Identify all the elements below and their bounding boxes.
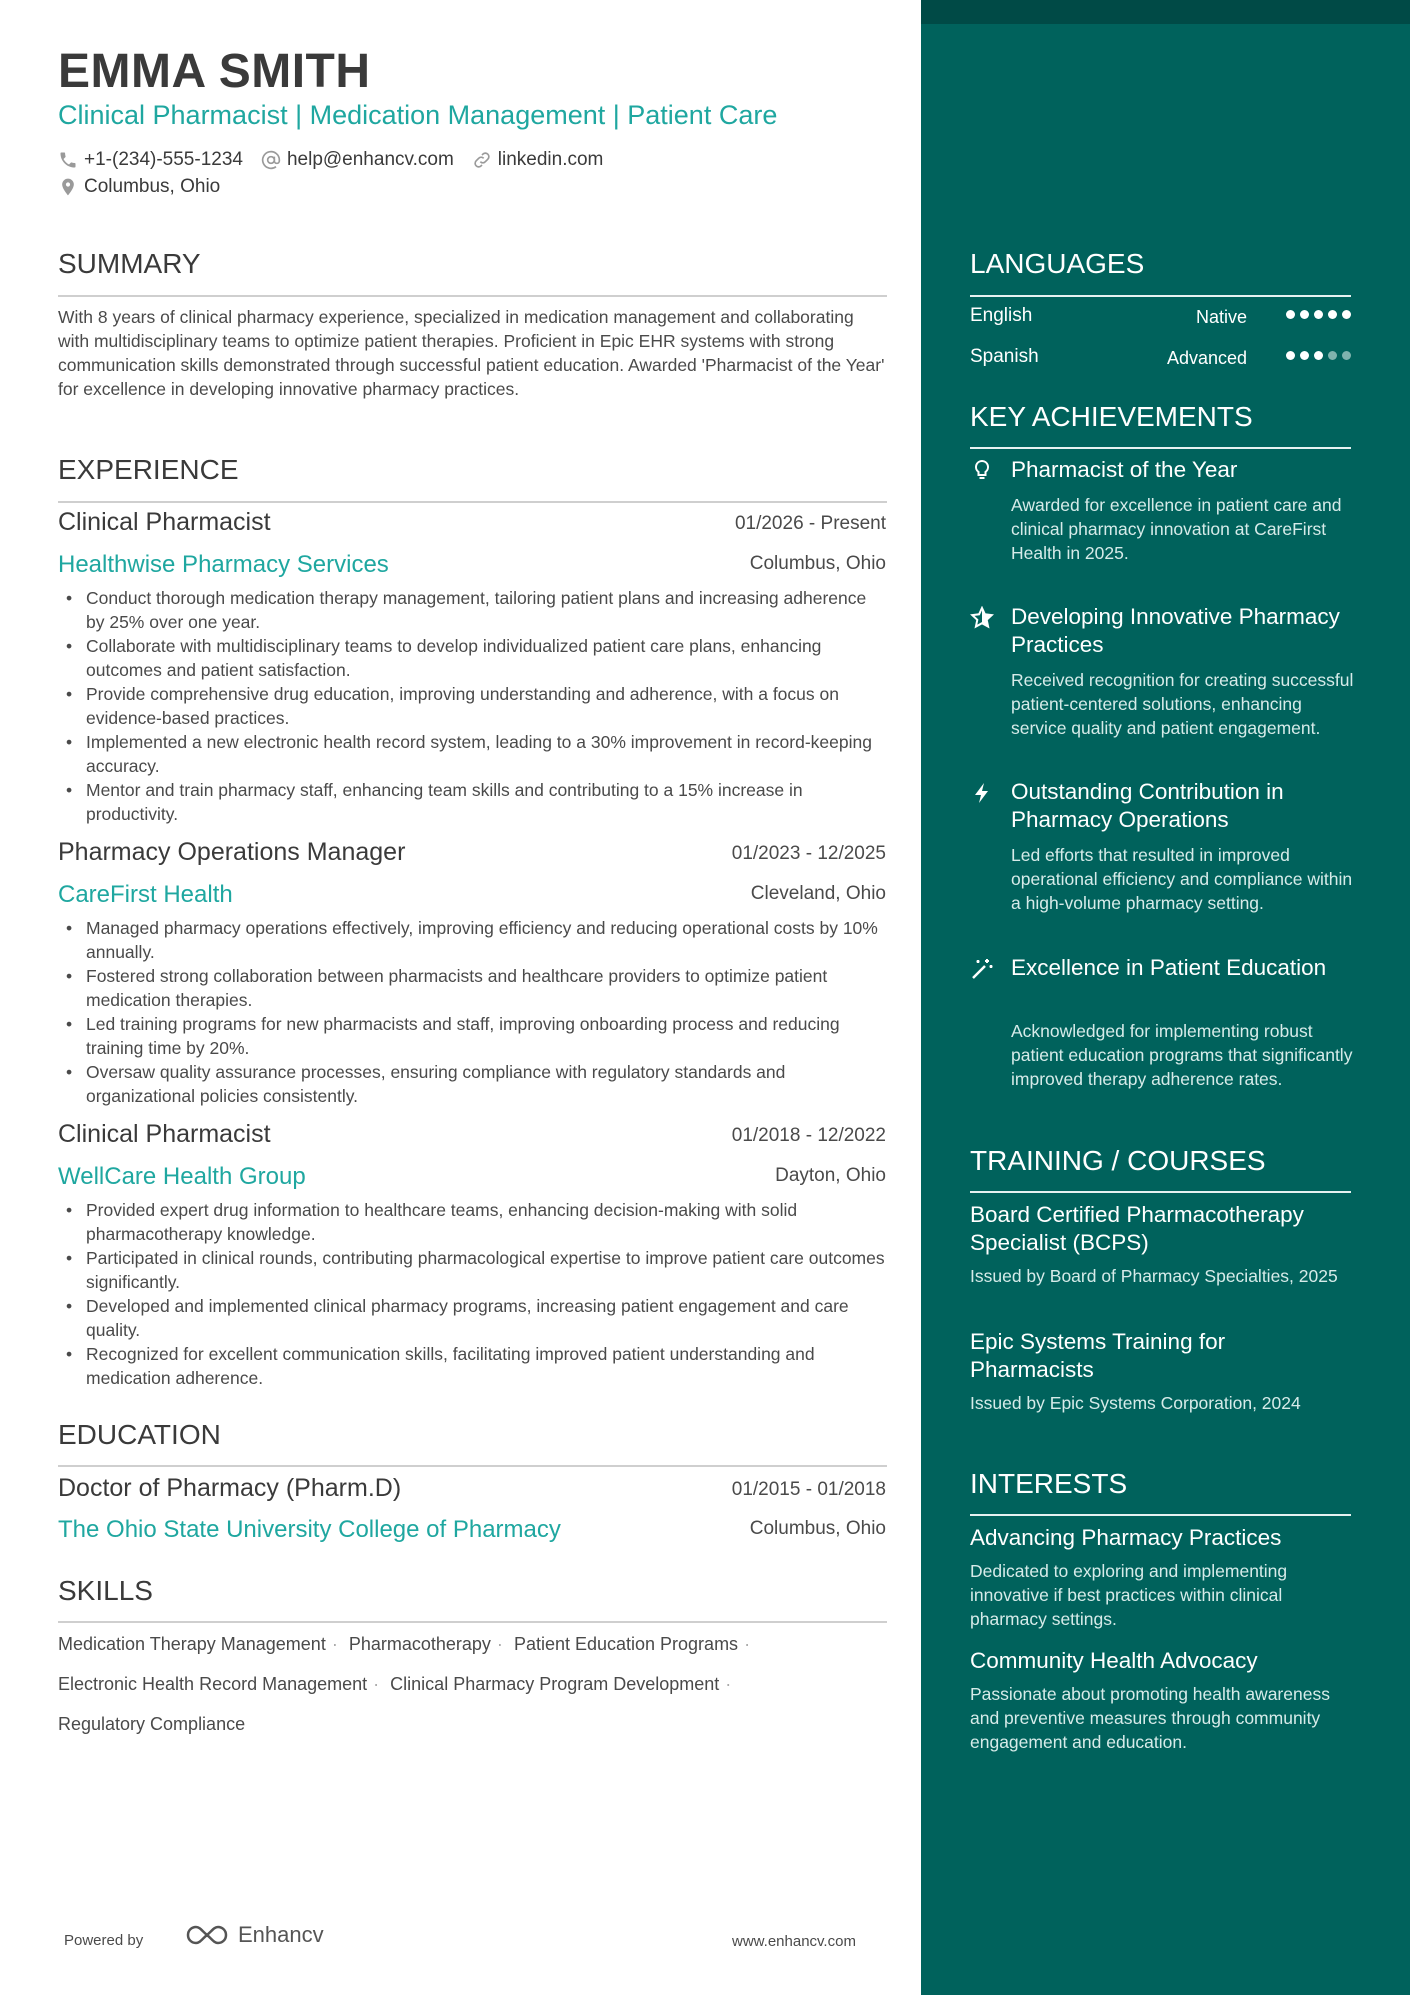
job-location: Columbus, Ohio	[749, 553, 886, 574]
job-dates: 01/2023 - 12/2025	[731, 843, 886, 864]
list-item: • Recognized for excellent communication skills, facilitating improved patient understanding and medication adherence.	[86, 1342, 887, 1390]
achievement-description: Led efforts that resulted in improved operational efficiency and compliance within a high-volume pharmacy setting.	[1011, 845, 1353, 913]
list-item: • Participated in clinical rounds, contributing pharmacological expertise to improve patient care outcomes significantly.	[86, 1246, 887, 1294]
skills-list: Medication Therapy Management · Pharmacotherapy · Patient Education Programs · Electronic Health Record Management · Clinical Pharmacy Program Development · Regulatory Compliance	[58, 1634, 751, 1734]
skill-item: Pharmacotherapy	[348, 1634, 491, 1654]
proficiency-dot	[1314, 310, 1323, 319]
list-item: • Fostered strong collaboration between pharmacists and healthcare providers to optimize patient medication therapies.	[86, 964, 887, 1012]
email-contact[interactable]	[261, 149, 454, 171]
training-item-description: Issued by Epic Systems Corporation, 2024	[970, 1393, 1301, 1413]
proficiency-dot	[1328, 351, 1337, 360]
list-item: • Provide comprehensive drug education, improving understanding and adherence, with a focus on evidence-based practices.	[86, 682, 887, 730]
proficiency-dot	[1300, 351, 1309, 360]
enhancv-logo-icon	[184, 1923, 230, 1947]
location-text: Columbus, Ohio	[84, 176, 221, 197]
experience-title: EXPERIENCE	[58, 454, 239, 485]
phone-contact[interactable]	[58, 149, 243, 171]
footer-url[interactable]: www.enhancv.com	[732, 1933, 856, 1950]
skill-item: Electronic Health Record Management	[58, 1674, 368, 1694]
at-icon	[261, 150, 281, 170]
list-item: • Collaborate with multidisciplinary teams to develop individualized patient care plans, enhancing outcomes and patient satisfaction.	[86, 634, 887, 682]
phone-text: +1-(234)-555-1234	[84, 149, 243, 170]
language-level: Native	[1195, 307, 1247, 327]
enhancv-logo[interactable]	[184, 1922, 324, 1948]
job-location: Dayton, Ohio	[775, 1165, 886, 1186]
phone-icon	[58, 150, 78, 170]
section-divider	[58, 501, 887, 503]
skill-item: Patient Education Programs	[513, 1634, 739, 1654]
email-text: help@enhancv.com	[286, 149, 454, 170]
company-name[interactable]: Healthwise Pharmacy Services	[58, 551, 389, 578]
list-item: • Managed pharmacy operations effectively, improving efficiency and reducing operational costs by 10% annually.	[86, 916, 887, 964]
list-item: • Implemented a new electronic health record system, leading to a 30% improvement in record-keeping accuracy.	[86, 730, 887, 778]
training-title: TRAINING / COURSES	[970, 1145, 1266, 1176]
school-name[interactable]: The Ohio State University College of Pharmacy	[58, 1516, 561, 1543]
lightning-icon	[970, 781, 994, 805]
proficiency-dot	[1342, 310, 1351, 319]
education-dates: 01/2015 - 01/2018	[731, 1479, 886, 1500]
linkedin-contact[interactable]	[472, 149, 604, 171]
candidate-name: EMMA SMITH	[58, 45, 371, 98]
list-item: • Led training programs for new pharmacists and staff, improving onboarding process and reducing training time by 20%.	[86, 1012, 887, 1060]
language-proficiency-dots	[1281, 310, 1351, 319]
interests-title: INTERESTS	[970, 1468, 1128, 1499]
section-divider	[970, 1514, 1351, 1516]
job-dates: 01/2018 - 12/2022	[731, 1125, 886, 1146]
education-title: EDUCATION	[58, 1419, 221, 1450]
job-location: Cleveland, Ohio	[750, 883, 886, 904]
achievement-title: Pharmacist of the Year	[1011, 457, 1238, 482]
skills-title: SKILLS	[58, 1575, 153, 1606]
degree-title: Doctor of Pharmacy (Pharm.D)	[58, 1474, 402, 1502]
languages-title: LANGUAGES	[970, 248, 1145, 279]
interest-description: Dedicated to exploring and implementing innovative if best practices within clinical pharmacy settings.	[970, 1561, 1288, 1629]
language-level: Advanced	[1166, 348, 1247, 368]
list-item: • Developed and implemented clinical pharmacy programs, increasing patient engagement and care quality.	[86, 1294, 887, 1342]
language-name: English	[970, 305, 1033, 326]
linkedin-text: linkedin.com	[497, 149, 604, 170]
list-item: • Conduct thorough medication therapy management, tailoring patient plans and increasing adherence by 25% over one year.	[86, 586, 887, 634]
skill-item: Medication Therapy Management	[58, 1634, 326, 1654]
proficiency-dot	[1286, 310, 1295, 319]
section-divider	[970, 447, 1351, 449]
proficiency-dot	[1342, 351, 1351, 360]
achievements-title: KEY ACHIEVEMENTS	[970, 401, 1253, 432]
interest-title: Advancing Pharmacy Practices	[970, 1525, 1282, 1550]
skill-item: Regulatory Compliance	[58, 1714, 246, 1734]
enhancv-logo-text: Enhancv	[238, 1922, 324, 1947]
summary-title: SUMMARY	[58, 248, 201, 279]
language-name: Spanish	[970, 346, 1039, 367]
list-item: • Oversaw quality assurance processes, ensuring compliance with regulatory standards and organizational policies consistently.	[86, 1060, 887, 1108]
achievement-description: Awarded for excellence in patient care and clinical pharmacy innovation at CareFirst Health in 2025.	[1011, 495, 1342, 563]
location-pin-icon	[58, 177, 78, 197]
job-bullets	[58, 586, 887, 826]
skill-item: Clinical Pharmacy Program Development	[390, 1674, 720, 1694]
link-icon	[472, 150, 492, 170]
job-bullets	[58, 916, 887, 1108]
summary-text: With 8 years of clinical pharmacy experience, specialized in medication management and collaborating with multidisciplinary teams to optimize patient therapies. Proficient in Epic EHR systems with strong communication skills demonstrated through successful patient education. Awarded 'Pharmacist of the Year' for excellence in developing innovative pharmacy practices.	[58, 307, 885, 399]
achievement-description: Acknowledged for implementing robust patient education programs that significantly improved therapy adherence rates.	[1011, 1021, 1353, 1089]
proficiency-dot	[1286, 351, 1295, 360]
job-bullets	[58, 1198, 887, 1390]
job-title: Clinical Pharmacist	[58, 508, 271, 536]
sidebar-top-bar	[921, 0, 1410, 24]
proficiency-dot	[1300, 310, 1309, 319]
training-item-title: Epic Systems Training for Pharmacists	[970, 1329, 1226, 1382]
interest-description: Passionate about promoting health awareness and preventive measures through community engagement and education.	[970, 1684, 1330, 1752]
language-proficiency-dots	[1281, 351, 1351, 360]
training-item-description: Issued by Board of Pharmacy Specialties, 2025	[970, 1266, 1338, 1286]
job-title: Clinical Pharmacist	[58, 1120, 271, 1148]
location-contact	[58, 176, 220, 198]
list-item: • Mentor and train pharmacy staff, enhancing team skills and contributing to a 15% increase in productivity.	[86, 778, 887, 826]
magic-wand-icon	[970, 957, 994, 981]
training-item-title: Board Certified Pharmacotherapy Specialist (BCPS)	[970, 1202, 1304, 1255]
interest-title: Community Health Advocacy	[970, 1648, 1258, 1673]
company-name[interactable]: WellCare Health Group	[58, 1163, 306, 1190]
section-divider	[970, 1191, 1351, 1193]
section-divider	[58, 295, 887, 297]
achievement-description: Received recognition for creating successful patient-centered solutions, enhancing service quality and patient engagement.	[1011, 670, 1354, 738]
job-title: Pharmacy Operations Manager	[58, 838, 406, 866]
list-item: • Provided expert drug information to healthcare teams, enhancing decision-making with solid pharmacotherapy knowledge.	[86, 1198, 887, 1246]
achievement-title: Excellence in Patient Education	[1011, 955, 1327, 980]
headline: Clinical Pharmacist | Medication Management | Patient Care	[58, 100, 778, 130]
location-row	[58, 176, 238, 198]
powered-by-label: Powered by	[64, 1932, 144, 1949]
section-divider	[58, 1465, 887, 1467]
achievement-title: Developing Innovative Pharmacy Practices	[1011, 604, 1340, 657]
star-icon	[970, 606, 994, 630]
section-divider	[970, 295, 1351, 297]
company-name[interactable]: CareFirst Health	[58, 881, 233, 908]
section-divider	[58, 1621, 887, 1623]
proficiency-dot	[1328, 310, 1337, 319]
lightbulb-icon	[970, 458, 994, 482]
contact-row	[58, 149, 621, 171]
education-location: Columbus, Ohio	[749, 1518, 886, 1539]
job-dates: 01/2026 - Present	[734, 513, 886, 534]
achievement-title: Outstanding Contribution in Pharmacy Operations	[1011, 779, 1284, 832]
proficiency-dot	[1314, 351, 1323, 360]
